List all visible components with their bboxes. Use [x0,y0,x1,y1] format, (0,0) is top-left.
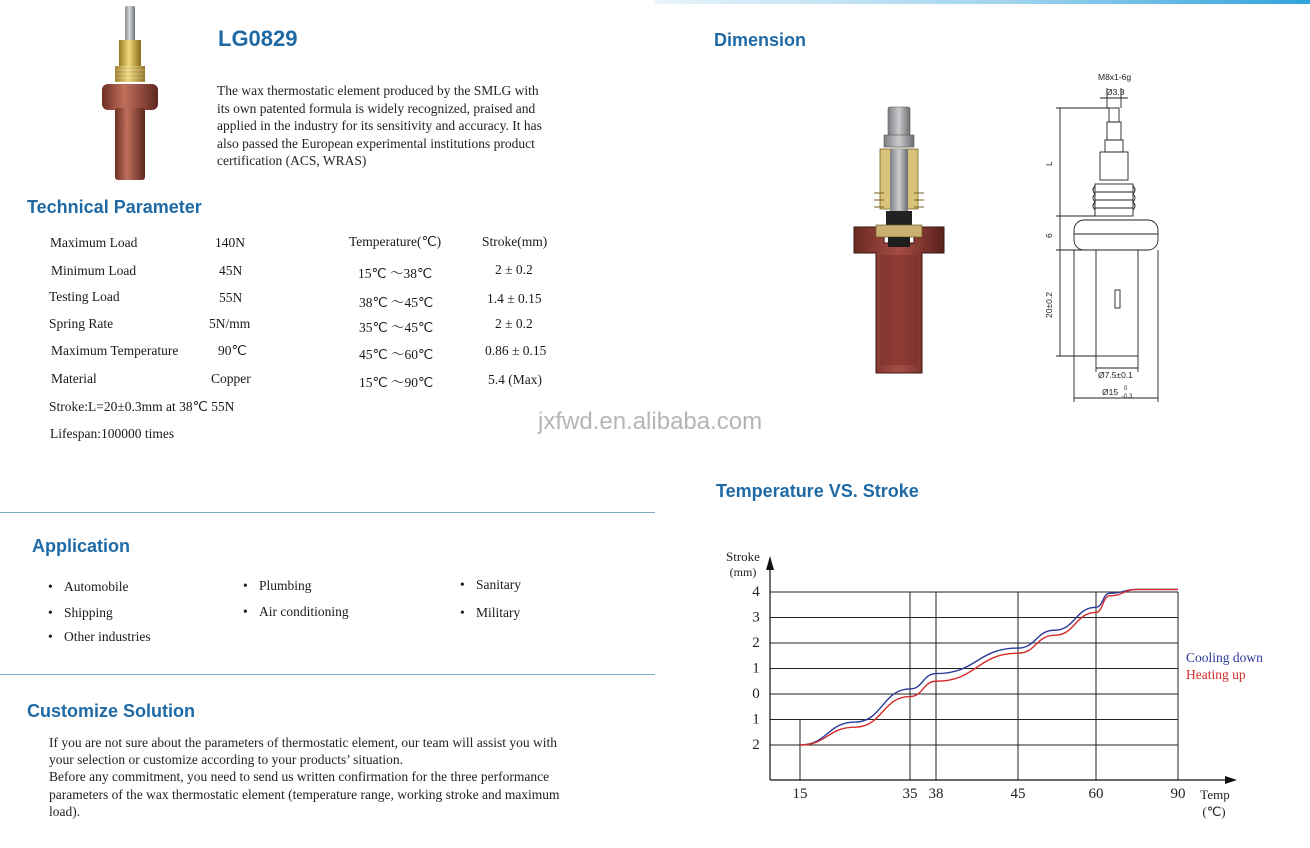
param-value: 55N [219,290,243,305]
list-item: • Other industries [48,629,151,644]
param-label: Maximum Load [50,235,138,250]
param-label: Material [51,371,97,386]
watermark: jxfwd.en.alibaba.com [538,408,763,435]
length-label: L [1044,161,1054,166]
dimension-drawing [1040,68,1175,408]
product-description [217,82,577,170]
stroke-value: 2 ± 0.2 [495,262,533,277]
flange-diameter-label: Ø15 [1102,387,1119,397]
param-value: 5N/mm [209,316,251,331]
stroke-value: 2 ± 0.2 [495,316,533,331]
temperature-range: 45℃ ～60℃ [359,347,434,362]
stroke-value: 5.4 (Max) [488,372,542,387]
list-item: • Air conditioning [243,604,349,619]
description-line: certification (ACS, WRAS) [217,153,367,168]
body-diameter-label: Ø7.5±0.1 [1098,370,1133,380]
description-line: also passed the European experimental institutions product [217,135,535,151]
y-tick-label: 2 [752,635,760,651]
y-tick-label: 3 [752,609,760,626]
x-tick-label: 90 [1170,786,1186,802]
customize-line: load). [49,803,81,819]
stroke-header: Stroke(mm) [482,234,548,249]
param-label: Minimum Load [51,263,137,278]
param-label: Testing Load [49,289,120,304]
product-model-title: LG0829 [218,26,298,51]
param-label: Maximum Temperature [51,343,179,358]
customize-line: If you are not sure about the parameters of thermostatic element, our team will assist you with [49,735,557,750]
stroke-value: 0.86 ± 0.15 [485,343,547,358]
divider [0,674,655,675]
temperature-range: 35℃ ～45℃ [359,320,434,335]
x-tick-label: 15 [792,786,808,802]
param-value: 90℃ [218,343,247,358]
x-tick-label: 35 [902,786,918,802]
x-axis-label: Temp [1200,787,1230,802]
six-label: 6 [1044,233,1054,238]
customize-line: your selection or customize according to your products’ situation. [49,752,404,768]
temp-stroke-chart [700,540,1300,830]
series-line [800,589,1178,745]
flange-tolerance-lower: -0.3 [1122,394,1133,400]
legend-entry: Heating up [1186,667,1246,682]
top-accent-bar [655,0,1310,4]
temp-stroke-heading: Temperature VS. Stroke [716,481,919,501]
stroke-value: 1.4 ± 0.15 [487,291,542,306]
temperature-header: Temperature(℃) [349,234,442,249]
x-tick-label: 45 [1010,786,1026,802]
list-item: • Plumbing [243,578,312,593]
customize-text [49,734,629,820]
body-length-label: 20±0.2 [1044,292,1054,318]
description-line: its own patented formula is widely recognized, praised and [217,100,536,116]
list-item: • Automobile [48,579,129,594]
legend-entry: Cooling down [1186,650,1263,665]
temperature-range: 38℃ ～45℃ [359,295,434,310]
product-image [95,4,165,184]
cutaway-image [850,105,945,377]
x-axis-arrow [1225,776,1237,784]
param-value: 140N [215,235,245,250]
list-item: • Military [460,605,521,620]
list-item: • Shipping [48,605,113,620]
application-heading: Application [32,536,130,556]
customize-line: parameters of the wax thermostatic element (temperature range, working stroke and maximum [49,786,560,802]
y-tick-label: 2 [752,737,760,753]
flange-tolerance-upper: 0 [1124,386,1128,392]
x-tick-label: 60 [1088,786,1104,802]
y-axis-label: Stroke [726,549,760,564]
x-axis-unit: (℃) [1202,804,1226,819]
y-tick-label: 4 [752,584,760,600]
y-axis-unit: (mm) [729,565,757,579]
y-tick-label: 1 [752,711,760,728]
list-item: • Sanitary [460,577,521,592]
lifespan-note: Lifespan:100000 times [50,426,175,441]
param-value: Copper [211,371,251,386]
dimension-heading: Dimension [714,30,807,50]
y-tick-label: 0 [752,686,760,702]
pin-diameter-label: Ø3.3 [1106,87,1125,97]
thread-label: M8x1-6g [1098,72,1132,82]
temperature-range: 15℃ ～90℃ [359,375,434,390]
y-tick-label: 1 [752,660,760,677]
temperature-range: 15℃ ～38℃ [358,266,433,281]
stroke-note: Stroke:L=20±0.3mm at 38℃ 55N [49,399,235,414]
param-label: Spring Rate [49,316,114,331]
technical-parameter-heading: Technical Parameter [27,197,202,217]
divider [0,512,655,513]
x-tick-label: 38 [928,786,944,802]
param-value: 45N [219,263,243,278]
y-axis-arrow [766,556,774,570]
description-line: The wax thermostatic element produced by the SMLG with [217,83,539,98]
customize-line: Before any commitment, you need to send us written confirmation for the three performance [49,769,550,785]
description-line: applied in the industry for its sensitivity and accuracy. It has [217,118,542,133]
customize-heading: Customize Solution [27,701,195,721]
